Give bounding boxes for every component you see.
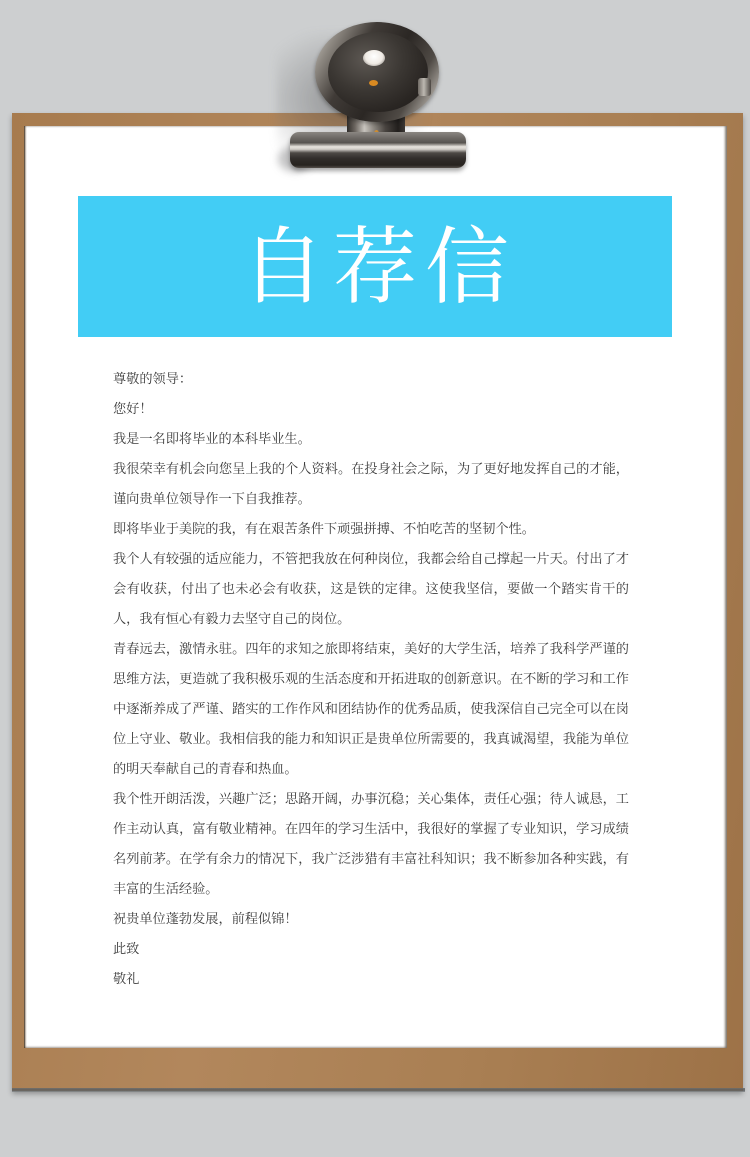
closing-line-1: 此致 <box>113 942 140 957</box>
paragraph: 我个人有较强的适应能力，不管把我放在何种岗位，我都会给自己撑起一片天。付出了才会有收获，付出了也未必会有收获，这是铁的定律。这使我坚信，要做一个踏实肯干的人，我有恒心有毅力去坚守自己的岗位。 <box>113 552 629 627</box>
page-title: 自荐信 <box>240 217 517 316</box>
closing-line-2: 敬礼 <box>113 972 140 987</box>
paragraph: 我是一名即将毕业的本科毕业生。 <box>113 432 311 447</box>
paragraph: 祝贵单位蓬勃发展，前程似锦！ <box>113 912 298 927</box>
clip-head-glint <box>369 80 378 86</box>
clip-head-highlight <box>363 50 385 66</box>
salutation: 尊敬的领导： <box>113 372 193 387</box>
clipboard-bottom-edge <box>12 1088 745 1092</box>
paragraph: 青春远去，激情永驻。四年的求知之旅即将结束，美好的大学生活，培养了我科学严谨的思维方法，更造就了我积极乐观的生活态度和开拓进取的创新意识。在不断的学习和工作中逐渐养成了严谨、踏实的工作作风和团结协作的优秀品质，使我深信自己完全可以在岗位上守业、敬业。我相信我的能力和知识正是贵单位所需要的，我真诚渴望，我能为单位的明天奉献自己的青春和热血。 <box>113 642 629 777</box>
clip-clamp-bar <box>290 132 466 168</box>
paragraph: 我个性开朗活泼，兴趣广泛；思路开阔，办事沉稳；关心集体，责任心强；待人诚恳，工作主动认真，富有敬业精神。在四年的学习生活中，我很好的掌握了专业知识，学习成绩名列前茅。在学有余力的情况下，我广泛涉猎有丰富社科知识；我不断参加各种实践，有丰富的生活经验。 <box>113 792 629 897</box>
clipboard-clip-icon <box>270 18 480 173</box>
paper-left-shadow <box>24 126 27 1048</box>
paragraph: 我很荣幸有机会向您呈上我的个人资料。在投身社会之际，为了更好地发挥自己的才能，谨向贵单位领导作一下自我推荐。 <box>113 462 629 507</box>
paragraph: 即将毕业于美院的我，有在艰苦条件下顽强拼搏、不怕吃苦的坚韧个性。 <box>113 522 535 537</box>
title-banner <box>78 196 672 337</box>
letter-body <box>113 365 629 995</box>
greeting: 您好！ <box>113 402 153 417</box>
clip-side-knob <box>418 78 431 96</box>
clip-head-disc <box>328 32 428 112</box>
